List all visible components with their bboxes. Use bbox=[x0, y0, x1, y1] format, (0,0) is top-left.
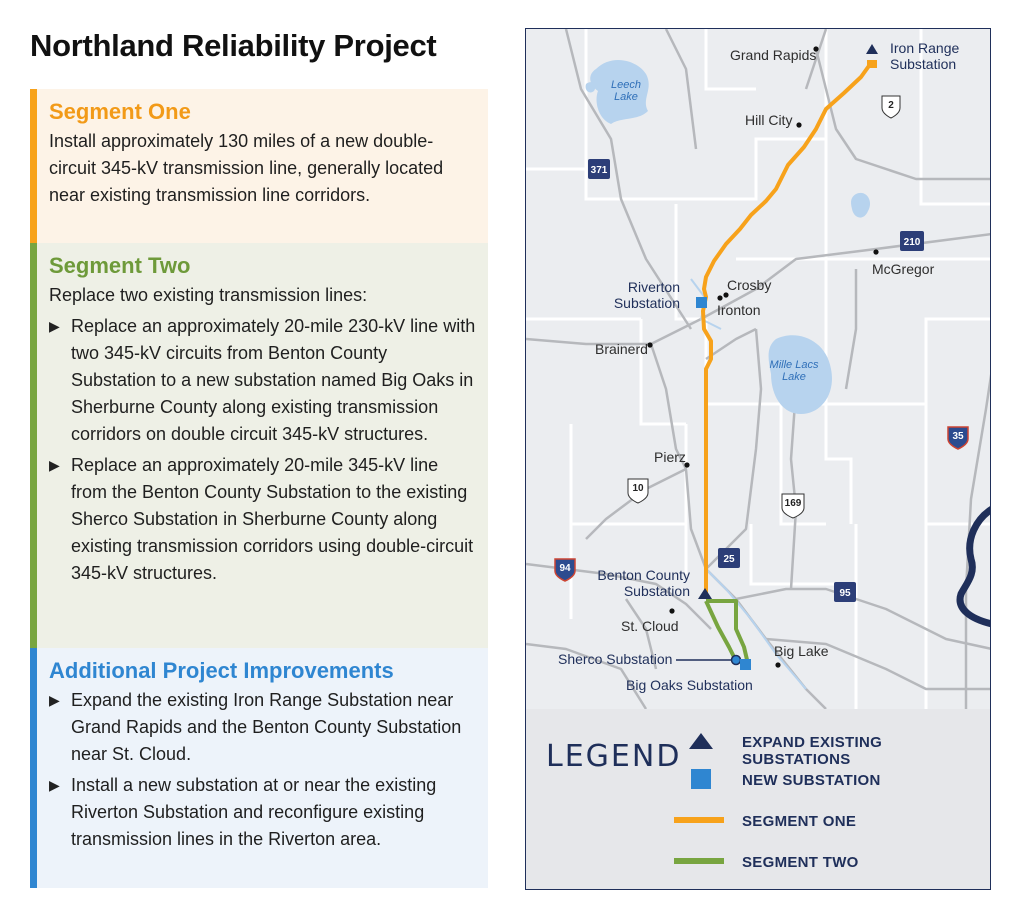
route-us169: 169 bbox=[784, 498, 802, 509]
segment-two-panel bbox=[30, 243, 488, 648]
segment-two-intro: Replace two existing transmission lines: bbox=[49, 285, 368, 305]
list-item bbox=[49, 452, 476, 587]
st-cloud-label: St. Cloud bbox=[621, 618, 679, 634]
label-line: Substation bbox=[613, 295, 680, 311]
list-item-text: Replace an approximately 20-mile 345-kV line from the Benton County Substation to the existing Sherco Substation in Sherburne County along existing transmission corridors using double-circuit 345-kV structures. bbox=[71, 455, 474, 583]
mille-lacs-lake-label bbox=[764, 359, 824, 383]
label-line: Benton County bbox=[597, 567, 690, 583]
grand-rapids-label: Grand Rapids bbox=[730, 47, 817, 63]
route-us2: 2 bbox=[888, 100, 894, 111]
legend-new-label: NEW SUBSTATION bbox=[742, 772, 881, 789]
expand-substation-legend-icon bbox=[686, 731, 716, 751]
benton-county-label bbox=[590, 567, 690, 599]
map-panel bbox=[525, 28, 991, 890]
bullet-icon: ▶ bbox=[49, 318, 60, 334]
map-canvas bbox=[526, 29, 991, 709]
segment-two-legend-icon bbox=[674, 856, 724, 866]
list-item bbox=[49, 772, 476, 853]
segment-one-heading: Segment One bbox=[49, 99, 191, 124]
iron-range-label bbox=[890, 40, 959, 72]
bullet-icon: ▶ bbox=[49, 777, 60, 793]
segment-one-panel bbox=[30, 89, 488, 243]
list-item-text: Install a new substation at or near the existing Riverton Substation and reconfigure existing transmission lines in the Riverton area. bbox=[71, 775, 437, 849]
label-line: Substation bbox=[890, 56, 957, 72]
bullet-icon: ▶ bbox=[49, 457, 60, 473]
legend-title: LEGEND bbox=[546, 739, 682, 774]
hill-city-label: Hill City bbox=[745, 112, 793, 128]
bullet-icon: ▶ bbox=[49, 692, 60, 708]
list-item-text: Expand the existing Iron Range Substation near Grand Rapids and the Benton County Substation near St. Cloud. bbox=[71, 690, 462, 764]
label-line: Riverton bbox=[627, 279, 680, 295]
label-line: Substation bbox=[623, 583, 690, 599]
new-substation-legend-icon bbox=[686, 768, 716, 790]
page-title: Northland Reliability Project bbox=[30, 28, 437, 63]
additional-improvements-panel bbox=[30, 648, 488, 888]
additional-heading: Additional Project Improvements bbox=[49, 658, 394, 683]
crosby-label: Crosby bbox=[727, 277, 772, 293]
route-371: 371 bbox=[590, 165, 608, 176]
segment-one-legend-icon bbox=[674, 815, 724, 825]
label-line: Iron Range bbox=[890, 40, 960, 56]
pierz-label: Pierz bbox=[654, 449, 686, 465]
legend bbox=[526, 709, 990, 890]
route-210: 210 bbox=[903, 237, 921, 248]
lake-label-line: Lake bbox=[782, 371, 806, 383]
legend-segment-two-label: SEGMENT TWO bbox=[742, 854, 859, 871]
list-item-text: Replace an approximately 20-mile 230-kV line with two 345-kV circuits from Benton County Substation to a new substation named Big Oaks in Sherburne County along existing transmission corridors on double circuit 345-kV structures. bbox=[71, 316, 476, 444]
big-oaks-new-substation-icon bbox=[740, 659, 751, 670]
brainerd-label: Brainerd bbox=[595, 341, 648, 357]
segment-one-body: Install approximately 130 miles of a new double-circuit 345-kV transmission line, generally located near existing transmission line corridors. bbox=[49, 131, 444, 205]
route-i35: 35 bbox=[952, 431, 964, 442]
list-item bbox=[49, 313, 476, 448]
riverton-new-substation-icon bbox=[696, 297, 707, 308]
iron-range-new-icon bbox=[867, 60, 877, 68]
legend-segment-one-label: SEGMENT ONE bbox=[742, 813, 857, 830]
lake-label-line: Leech bbox=[611, 79, 641, 91]
additional-list bbox=[49, 687, 476, 853]
route-25: 25 bbox=[723, 554, 735, 565]
sherco-label: Sherco Substation bbox=[558, 651, 673, 667]
segment-two-list bbox=[49, 313, 476, 587]
leech-lake-label bbox=[606, 79, 646, 103]
ironton-label: Ironton bbox=[717, 302, 761, 318]
route-95: 95 bbox=[839, 588, 851, 599]
segment-two-heading: Segment Two bbox=[49, 253, 191, 278]
lake-label-line: Lake bbox=[614, 91, 638, 103]
sherco-substation-icon bbox=[732, 656, 741, 665]
lake-label-line: Mille Lacs bbox=[769, 359, 819, 371]
mcgregor-label: McGregor bbox=[872, 261, 935, 277]
route-us10: 10 bbox=[632, 483, 644, 494]
big-oaks-label: Big Oaks Substation bbox=[626, 677, 753, 693]
big-lake-label: Big Lake bbox=[774, 643, 829, 659]
route-i94: 94 bbox=[559, 563, 571, 574]
legend-expand-label: EXPAND EXISTING SUBSTATIONS bbox=[742, 734, 883, 768]
riverton-label bbox=[608, 279, 680, 311]
list-item bbox=[49, 687, 476, 768]
